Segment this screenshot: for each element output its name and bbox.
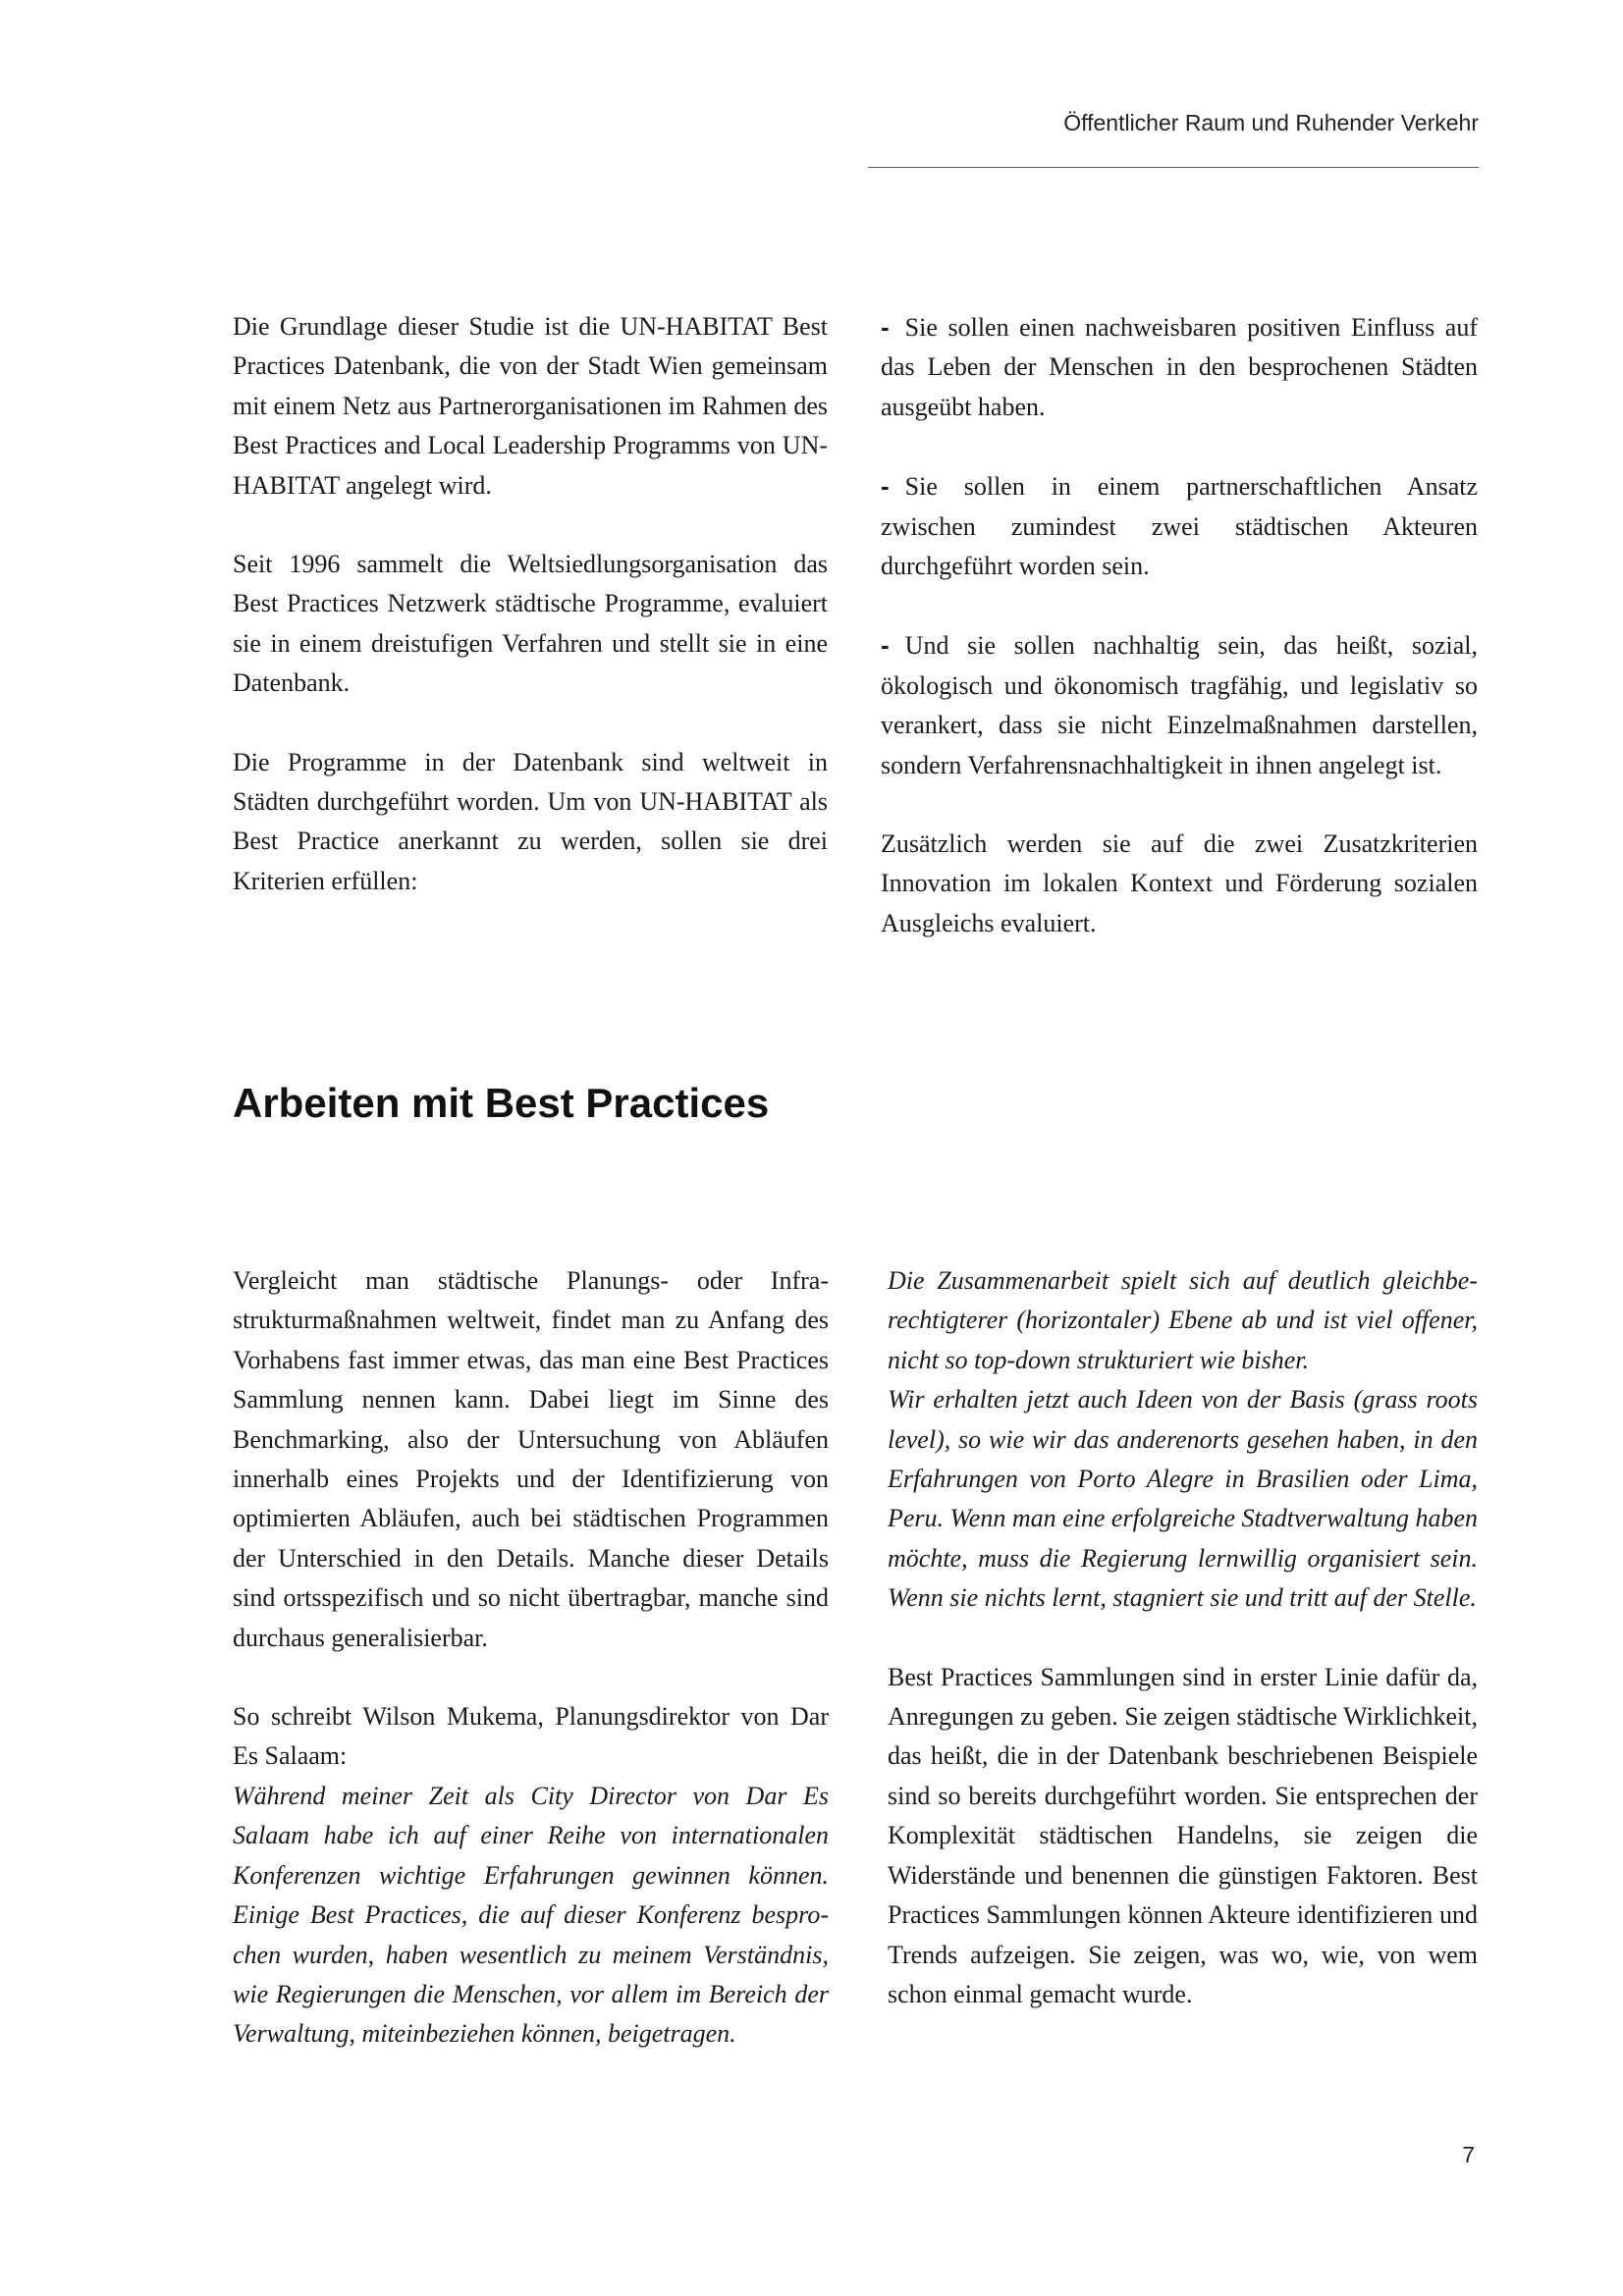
- bullet-dash: -: [881, 471, 890, 502]
- bullet-text: Und sie sollen nachhaltig sein, das heißt, sozial, ökologisch und ökonomisch tragfähig, und legislativ so verankert, dass sie nicht Einzelmaßnahmen darstellen, sondern Verfahrensnachhaltigkeit in ihnen angelegt ist.: [881, 631, 1478, 779]
- page-number: 7: [1462, 2142, 1475, 2167]
- section-left-column: [233, 1261, 829, 2055]
- body-paragraph: So schreibt Wilson Mukema, Planungsdirektor von Dar Es Salaam:: [233, 1702, 829, 1771]
- quote-paragraph: Während meiner Zeit als City Director von Dar Es Salaam habe ich auf einer Reihe von internationalen Konferenzen wichtige Erfahrungen gewinnen können. Einige Best Practices, die auf dieser Konferenz besprochen wurden, haben wesentlich zu meinem Verständnis, wie Regierungen die Menschen, vor allem im Bereich der Verwaltung, miteinbeziehen können, beigetragen.: [233, 1781, 829, 2049]
- running-header: Öffentlicher Raum und Ruhender Verkehr: [1063, 110, 1479, 135]
- quote-paragraph: Die Zusammenarbeit spielt sich auf deutlich gleichberechtigterer (horizontaler) Ebene ab und ist viel offener, nicht so top-down strukturiert wie bisher.: [888, 1266, 1478, 1374]
- body-paragraph: Best Practices Sammlungen sind in erster Linie dafür da, Anregungen zu geben. Sie zeigen städtische Wirklichkeit, das heißt, die in der Datenbank beschriebenen Beispiele sind so bereits durchgeführt worden. Sie entsprechen der Komplexität städtischen Handelns, sie zeigen die Widerstände und benennen die günstigen Faktoren. Best Practices Sammlungen können Akteure identifizieren und Trends aufzeigen. Sie zeigen, was wo, wie, von wem schon einmal gemacht wurde.: [888, 1662, 1478, 2008]
- bullet-dash: -: [881, 312, 890, 342]
- section-heading: Arbeiten mit Best Practices: [233, 1080, 770, 1126]
- bullet-dash: -: [881, 630, 890, 661]
- closing-paragraph: Zusätzlich werden sie auf die zwei Zusatzkriterien Innovation im lokalen Kontext und Förderung sozialen Ausgleichs evaluiert.: [881, 829, 1478, 937]
- quote-paragraph: Wir erhalten jetzt auch Ideen von der Basis (grass roots level), so wie wir das anderenorts gesehen haben, in den Erfahrungen von Porto Alegre in Brasilien oder Lima, Peru. Wenn man eine erfolgreiche Stadtverwaltung haben möchte, muss die Regierung lernwillig organisiert sein. Wenn sie nichts lernt, stagniert sie und tritt auf der Stelle.: [888, 1385, 1479, 1613]
- intro-paragraph: Die Programme in der Datenbank sind weltweit in Städten durchgeführt worden. Um von UN-HABITAT als Best Practice anerkannt zu werden, sollen sie drei Kriterien erfüllen:: [233, 747, 828, 895]
- bullet-text: Sie sollen in einem partnerschaftlichen Ansatz zwischen zumindest zwei städtischen Akteuren durchgeführt worden sein.: [881, 472, 1478, 581]
- intro-left-column: [233, 307, 828, 901]
- section-right-column: [888, 1261, 1478, 2014]
- criteria-bullet: [881, 466, 1478, 586]
- criteria-right-column: [881, 307, 1478, 943]
- criteria-bullet: [881, 307, 1478, 427]
- intro-paragraph: Die Grundlage dieser Studie ist die UN-HABITAT Best Practices Datenbank, die von der Stadt Wien gemeinsam mit einem Netz aus Partnerorganisationen im Rahmen des Best Practices and Local Leadership Programms von UN-HABITAT angelegt wird.: [233, 312, 828, 500]
- bullet-text: Sie sollen einen nachweisbaren positiven Einfluss auf das Leben der Menschen in den besprochenen Städten ausgeübt haben.: [881, 313, 1478, 421]
- intro-paragraph: Seit 1996 sammelt die Weltsiedlungsorganisation das Best Practices Netzwerk städtische Programme, evaluiert sie in einem dreistufigen Verfahren und stellt sie in eine Datenbank.: [233, 550, 828, 698]
- criteria-bullet: [881, 625, 1478, 785]
- header-rule: [868, 167, 1479, 168]
- body-paragraph: Vergleicht man städtische Planungs- oder Infrastrukturmaßnahmen weltweit, findet man zu Anfang des Vorhabens fast immer etwas, das man eine Best Practices Sammlung nennen kann. Dabei liegt im Sinne des Benchmarking, also der Untersuchung von Abläufen innerhalb eines Projekts und der Identifizierung von optimierten Abläufen, auch bei städtischen Programmen der Unterschied in den Details. Manche dieser Details sind ortsspezifisch und so nicht übertragbar, manche sind durchaus generalisierbar.: [233, 1266, 829, 1652]
